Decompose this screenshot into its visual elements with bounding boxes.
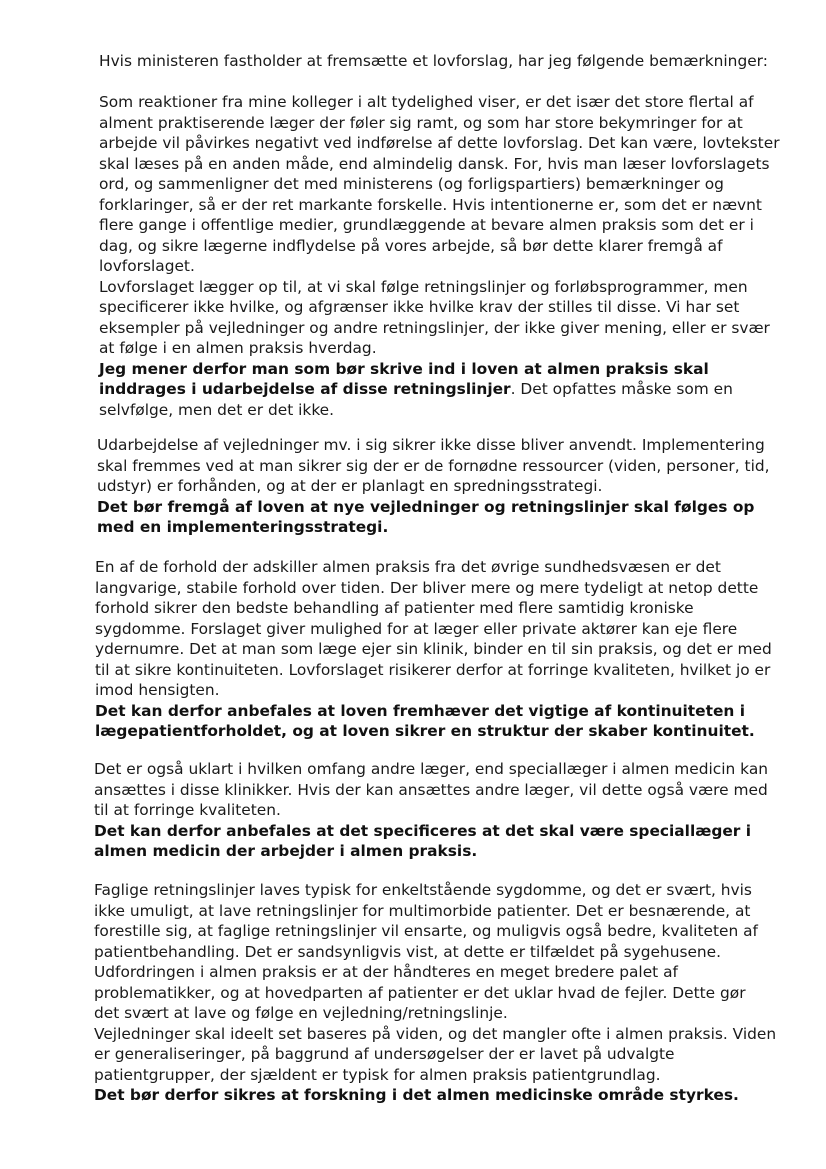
body-text: En af de forhold der adskiller almen praksis fra det øvrige sundhedsvæsen er det — [95, 558, 721, 576]
body-text: selvfølge, men det er det ikke. — [99, 400, 335, 419]
text-line — [95, 721, 755, 742]
bold-text: med en implementeringsstrategi. — [97, 518, 389, 536]
body-text: forestille sig, at faglige retningslinjer vil ensarte, og muligvis også bedre, kvaliteten af — [94, 922, 758, 940]
text-line — [99, 338, 377, 359]
body-text: ydernumre. Det at man som læge ejer sin klinik, binder en til sin praksis, og det er med — [95, 640, 772, 658]
text-line — [94, 1003, 508, 1024]
text-line — [94, 1044, 675, 1065]
body-text: til at forringe kvaliteten. — [94, 801, 281, 819]
body-text: problematikker, og at hovedparten af patienter er det uklar hvad de fejler. Dette gør — [94, 983, 746, 1002]
text-line — [95, 680, 220, 701]
body-text: eksempler på vejledninger og andre retningslinjer, der ikke giver mening, eller er svær — [99, 318, 770, 337]
body-text: forhold sikrer den bedste behandling af patienter med flere samtidig kroniske — [95, 599, 694, 617]
text-line — [99, 133, 780, 154]
body-text: Vejledninger skal ideelt set baseres på viden, og det mangler ofte i almen praksis. Viden — [94, 1024, 777, 1043]
text-line — [99, 379, 733, 400]
text-line — [99, 195, 762, 216]
body-text: forklaringer, så er der ret markante forskelle. Hvis intentionerne er, som det er nævnt — [99, 195, 762, 214]
body-text: Hvis ministeren fastholder at fremsætte et lovforslag, har jeg følgende bemærkninger: — [99, 52, 768, 70]
body-text: langvarige, stabile forhold over tiden. Der bliver mere og mere tydeligt at netop dette — [95, 578, 759, 597]
text-line — [99, 215, 754, 236]
bold-text: Det kan derfor anbefales at loven fremhæver det vigtige af kontinuiteten i — [95, 701, 745, 720]
text-line — [97, 476, 602, 497]
body-text: lovforslaget. — [99, 257, 195, 275]
bold-text: Det bør fremgå af loven at nye vejledninger og retningslinjer skal følges op — [97, 497, 755, 516]
body-text: imod hensigten. — [95, 681, 220, 699]
body-text: til at sikre kontinuiteten. Lovforslaget risikerer derfor at forringe kvaliteten, hvilket jo er — [95, 660, 771, 679]
text-line — [97, 517, 388, 538]
bold-text: Det kan derfor anbefales at det specificeres at det skal være speciallæger i — [94, 821, 752, 840]
body-text: . Det opfattes måske som en — [510, 380, 733, 398]
text-line — [94, 821, 751, 842]
text-line — [95, 660, 770, 681]
text-line — [95, 598, 694, 619]
text-line — [99, 51, 768, 72]
body-text: Faglige retningslinjer laves typisk for enkeltstående sygdomme, og det er svært, hvis — [94, 881, 752, 899]
text-line — [99, 154, 770, 175]
body-text: er generaliseringer, på baggrund af undersøgelser der er lavet på udvalgte — [94, 1045, 675, 1063]
body-text: at følge i en almen praksis hverdag. — [99, 339, 377, 357]
text-line — [95, 701, 745, 722]
text-line — [94, 921, 758, 942]
text-line — [99, 297, 739, 318]
bold-text: almen medicin der arbejder i almen praksis. — [94, 842, 478, 860]
text-line — [99, 400, 334, 421]
text-line — [95, 557, 721, 578]
body-text: Som reaktioner fra mine kolleger i alt tydelighed viser, er det især det store flertal af — [99, 93, 754, 111]
text-line — [94, 759, 768, 780]
body-text: ansættes i disse klinikker. Hvis der kan ansættes andre læger, vil dette også være med — [94, 780, 768, 799]
text-line — [95, 639, 772, 660]
text-line — [99, 236, 723, 257]
body-text: dag, og sikre lægerne indflydelse på vores arbejde, så bør dette klarer fremgå af — [99, 236, 723, 255]
text-line — [94, 983, 746, 1004]
text-line — [94, 800, 281, 821]
body-text: det svært at lave og følge en vejledning/retningslinje. — [94, 1004, 508, 1022]
text-line — [94, 942, 721, 963]
text-line — [99, 359, 709, 380]
body-text: ord, og sammenligner det med ministerens (og forligspartiers) bemærkninger og — [99, 175, 724, 193]
text-line — [95, 619, 737, 640]
body-text: alment praktiserende læger der føler sig ramt, og som har store bekymringer for at — [99, 113, 743, 132]
text-line — [99, 113, 743, 134]
body-text: udstyr) er forhånden, og at der er planlagt en spredningsstrategi. — [97, 477, 603, 495]
text-line — [99, 277, 748, 298]
body-text: specificerer ikke hvilke, og afgrænser ikke hvilke krav der stilles til disse. Vi har set — [99, 298, 740, 316]
text-line — [99, 318, 770, 339]
body-text: skal læses på en anden måde, end almindelig dansk. For, hvis man læser lovforslagets — [99, 154, 770, 173]
body-text: ikke umuligt, at lave retningslinjer for multimorbide patienter. Det er besnærende, at — [94, 901, 751, 920]
bold-text: lægepatientforholdet, og at loven sikrer en struktur der skaber kontinuitet. — [95, 722, 755, 740]
text-line — [94, 1085, 739, 1106]
bold-text: Jeg mener derfor man som bør skrive ind i loven at almen praksis skal — [99, 359, 709, 378]
text-line — [97, 435, 765, 456]
text-line — [94, 841, 477, 862]
text-line — [94, 880, 752, 901]
text-line — [97, 456, 770, 477]
text-line — [99, 256, 195, 277]
text-line — [94, 901, 750, 922]
body-text: sygdomme. Forslaget giver mulighed for at læger eller private aktører kan eje flere — [95, 619, 738, 638]
body-text: arbejde vil påvirkes negativt ved indførelse af dette lovforslag. Det kan være, lovtekster — [99, 134, 780, 152]
body-text: Det er også uklart i hvilken omfang andre læger, end speciallæger i almen medicin kan — [94, 760, 769, 778]
body-text: patientgrupper, der sjældent er typisk for almen praksis patientgrundlag. — [94, 1065, 661, 1084]
body-text: patientbehandling. Det er sandsynligvis vist, at dette er tilfældet på sygehusene. — [94, 942, 722, 961]
body-text: Udfordringen i almen praksis er at der håndteres en meget bredere palet af — [94, 963, 678, 981]
bold-text: inddrages i udarbejdelse af disse retningslinjer — [99, 380, 511, 398]
body-text: Udarbejdelse af vejledninger mv. i sig sikrer ikke disse bliver anvendt. Implementering — [97, 436, 765, 454]
text-line — [99, 92, 754, 113]
text-line — [99, 174, 724, 195]
text-line — [94, 1024, 776, 1045]
text-line — [97, 497, 754, 518]
body-text: Lovforslaget lægger op til, at vi skal følge retningslinjer og forløbsprogrammer, men — [99, 277, 748, 296]
body-text: skal fremmes ved at man sikrer sig der er de fornødne ressourcer (viden, personer, tid, — [97, 456, 770, 475]
bold-text: Det bør derfor sikres at forskning i det almen medicinske område styrkes. — [94, 1086, 739, 1104]
text-line — [94, 962, 678, 983]
body-text: flere gange i offentlige medier, grundlæggende at bevare almen praksis som det er i — [99, 216, 754, 234]
text-line — [94, 780, 768, 801]
text-line — [94, 1065, 661, 1086]
text-line — [95, 578, 758, 599]
